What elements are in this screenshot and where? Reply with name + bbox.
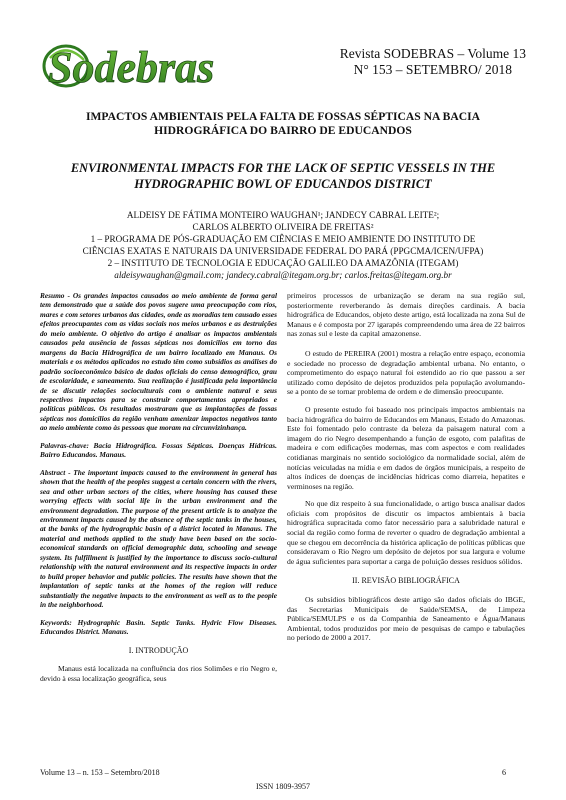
affiliation-1a: 1 – PROGRAMA DE PÓS-GRADUAÇÃO EM CIÊNCIAS E MEIO AMBIENTE DO INSTITUTO DE	[90, 234, 476, 245]
right-column	[287, 291, 525, 651]
issn: ISSN 1809-3957	[255, 782, 310, 791]
abstract: Abstract - The important impacts caused to the environment in general has shown that the health of the peoples suggest a certain concern with the rivers, sea and other urban sectors of the cities, where housing has caused these worrying effects with social life in the urban environment and the environment degradation. The purpose of the present article is to analyze the environment impacts caused by the absence of the septic tanks in the houses, at the banks of the hydrographic basin of a district located in Manaus. The material and methods applied to the study have been based on the socio-economical standards on official demographic data, schooling and sewage system. Its fulfillment is justified by the importance to discuss socio-cultural relationship with the natural environment and its respective impacts in order to build proper behavior and public policies. The results have shown that the implantation of septic tanks at the homes of the region will reduce substantially the negative impacts to the environment as well as to the people in the neighborhood.	[40, 467, 277, 610]
page-number: 6	[502, 768, 506, 777]
journal-volume: Revista SODEBRAS – Volume 13	[339, 46, 526, 61]
page-header	[40, 28, 526, 98]
paragraph-1: primeiros processos de urbanização se deram na sua região sul, posteriormente reverberando às demais direções cardinais. A bacia hidrográfica de Educandos, objeto deste artigo, está localizada na zona Sul de Manaus e é composta por 27 igarapés compreendendo uma área de 22 bairros nas zonas sul e leste da capital amazonense.	[287, 291, 525, 339]
paragraph-2: O estudo de PEREIRA (2001) mostra a relação entre espaço, economia e sociedade no processo de degradação ambiental urbana. No entanto, o comprometimento do espaço natural foi estendido ao rio que passou a ser utilizado como depósito de dejetos produzidos pela população avolumando-se a ponto de se tornar problema de ordem e de dimensão preocupante.	[287, 348, 525, 397]
footer-volume: Volume 13 – n. 153 – Setembro/2018	[40, 768, 160, 777]
logo-text: Sodebras	[48, 43, 215, 92]
affiliation-1b: CIÊNCIAS EXATAS E NATURAIS DA UNIVERSIDADE FEDERAL DO PARÁ (PPGCMA/ICEN/UFPA)	[82, 246, 484, 257]
journal-issue: N° 153 – SETEMBRO/ 2018	[353, 62, 513, 77]
section-heading-introducao: I. INTRODUÇÃO	[128, 646, 189, 656]
left-column	[40, 291, 277, 691]
resumo: Resumo - Os grandes impactos causados ao meio ambiente de forma geral tem demonstrado que a saúde dos povos sugere uma preocupação com rios, mares e com setores urbanos das cidades, onde as moradias tem causado esses efeitos preocupantes com as vidas sociais nos meios urbanos e as destruições do meio ambiente. O objetivo do artigo é analisar os impactos ambientais causados pela ausência de fossas sépticas nos domicílios em torno das margens da Bacia Hidrográfica de um bairro localizado em Manaus. Os materiais e os métodos aplicados no estudo têm como subsídios as análises do padrão socioeconômico básico de dados oficiais do censo demográfico, grau de escolaridade, e saneamento. Sua realização é justificada pela importância de se discutir relações socioculturais com o ambiente natural e seus respectivos impactos para se construir comportamentos apropriados e políticas públicas. Os resultados mostraram que as implantações de fossas sépticas nos domicílios da região venham amenizar impactos negativos tanto ao meio ambiente como às pessoas que moram na circunvizinhança.	[40, 291, 277, 433]
title-portuguese: IMPACTOS AMBIENTAIS PELA FALTA DE FOSSAS SÉPTICAS NA BACIA HIDROGRÁFICA DO BAIRRO DE EDUCANDOS	[85, 110, 481, 137]
author-names-1: ALDEISY DE FÁTIMA MONTEIRO WAUGHAN¹; JANDECY CABRAL LEITE²;	[126, 210, 440, 220]
intro-paragraph: Manaus está localizada na confluência dos rios Solimões e rio Negro e, devido à essa localização geográfica, seus	[40, 663, 277, 683]
authors-block	[40, 209, 526, 282]
paragraph-4: No que diz respeito à sua funcionalidade, o artigo busca analisar dados oficiais com propósitos de discutir os impactos ambientais à bacia hidrográfica supracitada como fator necessário para a salubridade natural e social da região como forma de reverter o quadro de degradação ambiental a que se chegou em decorrência da histórica aplicação de políticas públicas que consideravam o Rio Negro um depósito de dejetos por sua largura e volume de água suficientes para suportar a carga de poluição desses resíduos sólidos.	[287, 499, 525, 566]
author-emails: aldeisywaughan@gmail.com; jandecy.cabral@itegam.org.br; carlos.freitas@itegam.org.br	[114, 270, 452, 281]
paragraph-5: Os subsídios bibliográficos deste artigo são dados oficiais do IBGE, das Secretarias Municipais de Saúde/SEMSA, de Limpeza Pública/SEMULPS e os da Companhia de Saneamento e Água/Manaus Ambiental, todos produzidos por meio de pesquisas de campo e tabulações no período de 2000 a 2017.	[287, 595, 525, 643]
journal-info	[340, 46, 526, 78]
paragraph-3: O presente estudo foi baseado nos principais impactos ambientais na bacia hidrográfica do bairro de Educandos em Manaus, Estado do Amazonas. Este foi fomentado pelo contraste da beleza da paisagem natural com a imagem do rio Negro desempenhando a função de esgoto, com palafitas de madeira e com edificações modernas, mas com aspectos e com realidades cotidianas marginais no sentido sociológico da normalidade social, além de notícias veiculadas na mídia e em dados de órgãos municipais, a respeito de altos índices de doenças de incidências hídricas como diarreia, hepatites e verminoses na região.	[287, 404, 525, 491]
author-names-2: CARLOS ALBERTO OLIVEIRA DE FREITAS²	[192, 222, 374, 233]
section-heading-revisao: II. REVISÃO BIBLIOGRÁFICA	[352, 576, 460, 586]
keywords: Keywords: Hydrographic Basin. Septic Tanks. Hydric Flow Diseases. Educandos District. Manaus.	[40, 617, 277, 636]
affiliation-2: 2 – INSTITUTO DE TECNOLOGIA E EDUCAÇÃO GALILEO DA AMAZÔNIA (ITEGAM)	[107, 258, 459, 269]
palavras-chave: Palavras-chave: Bacia Hidrográfica. Fossas Sépticas. Doenças Hídricas. Bairro Educandos. Manaus.	[40, 440, 277, 460]
sodebras-logo	[40, 36, 280, 92]
title-english: ENVIRONMENTAL IMPACTS FOR THE LACK OF SEPTIC VESSELS IN THE HYDROGRAPHIC BOWL OF EDUCANDOS DISTRICT	[70, 161, 496, 191]
